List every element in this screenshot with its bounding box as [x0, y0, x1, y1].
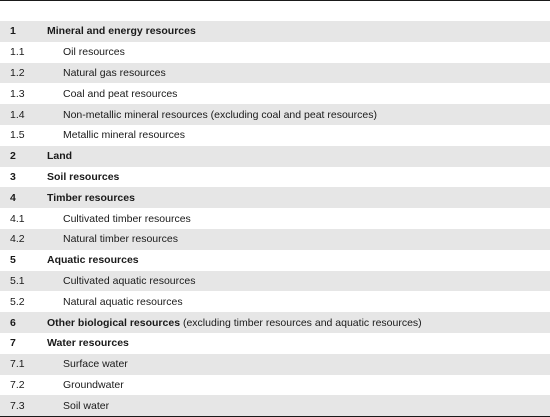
row-label: [47, 275, 550, 287]
row-number: 1: [10, 25, 16, 38]
row-number: 3: [10, 170, 16, 183]
table-row: [0, 271, 550, 292]
row-label: [47, 150, 550, 162]
row-label: [47, 171, 550, 183]
row-number: 7.2: [10, 378, 25, 391]
row-number: 1.5: [10, 129, 25, 142]
row-label-text: Coal and peat resources: [63, 87, 178, 100]
row-label-text: Land: [47, 150, 73, 163]
row-number: 7.1: [10, 358, 25, 371]
row-label-text: Groundwater: [63, 378, 124, 391]
top-rule: [0, 0, 550, 1]
row-label-note: (excluding timber resources and aquatic resources): [182, 316, 422, 329]
row-label: [47, 67, 550, 79]
row-label: [47, 296, 550, 308]
row-label-text: Aquatic resources: [47, 254, 139, 267]
row-label-text: Mineral and energy resources: [47, 25, 196, 38]
table-row: [0, 63, 550, 84]
row-number: 5: [10, 254, 16, 267]
row-number: 7.3: [10, 399, 25, 412]
table-row: [0, 250, 550, 271]
row-number: 4: [10, 191, 16, 204]
row-label-text: Natural timber resources: [63, 233, 178, 246]
row-label-text: Metallic mineral resources: [63, 129, 185, 142]
row-label: [47, 233, 550, 245]
table-row: [0, 146, 550, 167]
row-label-text: Water resources: [47, 337, 129, 350]
row-label-text: Cultivated aquatic resources: [63, 274, 196, 287]
table-row: [0, 333, 550, 354]
row-number: 4.2: [10, 233, 25, 246]
row-number: 4.1: [10, 212, 25, 225]
row-number: 1.2: [10, 66, 25, 79]
row-label: [47, 317, 550, 329]
table-row: [0, 104, 550, 125]
table-row: [0, 354, 550, 375]
row-label: [47, 337, 550, 349]
row-label: [47, 129, 550, 141]
row-number: 1.4: [10, 108, 25, 121]
row-label: [47, 46, 550, 58]
row-label-text: Soil water: [63, 399, 110, 412]
table-row: [0, 291, 550, 312]
table-row: [0, 395, 550, 416]
table-row: [0, 83, 550, 104]
row-number: 7: [10, 337, 16, 350]
table-row: [0, 208, 550, 229]
table-row: [0, 167, 550, 188]
row-label: [47, 379, 550, 391]
table-row: [0, 42, 550, 63]
table-row: [0, 375, 550, 396]
row-label: [47, 254, 550, 266]
row-label: [47, 109, 550, 121]
row-label-text: Oil resources: [63, 46, 125, 59]
table-row: [0, 21, 550, 42]
table-row: [0, 229, 550, 250]
row-number: 1.1: [10, 46, 25, 59]
row-number: 6: [10, 316, 16, 329]
row-number: 2: [10, 150, 16, 163]
row-label-text: Natural gas resources: [63, 66, 166, 79]
row-label-text: Non-metallic mineral resources (excluding coal and peat resources): [63, 108, 377, 121]
row-label: [47, 400, 550, 412]
row-label-text: Cultivated timber resources: [63, 212, 191, 225]
row-number: 5.2: [10, 295, 25, 308]
row-number: 5.1: [10, 274, 25, 287]
row-label-text: Natural aquatic resources: [63, 295, 183, 308]
row-label-text: Timber resources: [47, 191, 135, 204]
row-label-text: Soil resources: [47, 170, 120, 183]
table-row: [0, 187, 550, 208]
row-label: [47, 213, 550, 225]
row-label-text: Surface water: [63, 358, 128, 371]
row-label-text: Other biological resources: [47, 316, 181, 329]
row-label: [47, 25, 550, 37]
row-label: [47, 88, 550, 100]
row-label: [47, 358, 550, 370]
table-row: [0, 125, 550, 146]
table-row: [0, 312, 550, 333]
resource-classification-table: [0, 21, 550, 417]
row-label: [47, 192, 550, 204]
row-number: 1.3: [10, 87, 25, 100]
